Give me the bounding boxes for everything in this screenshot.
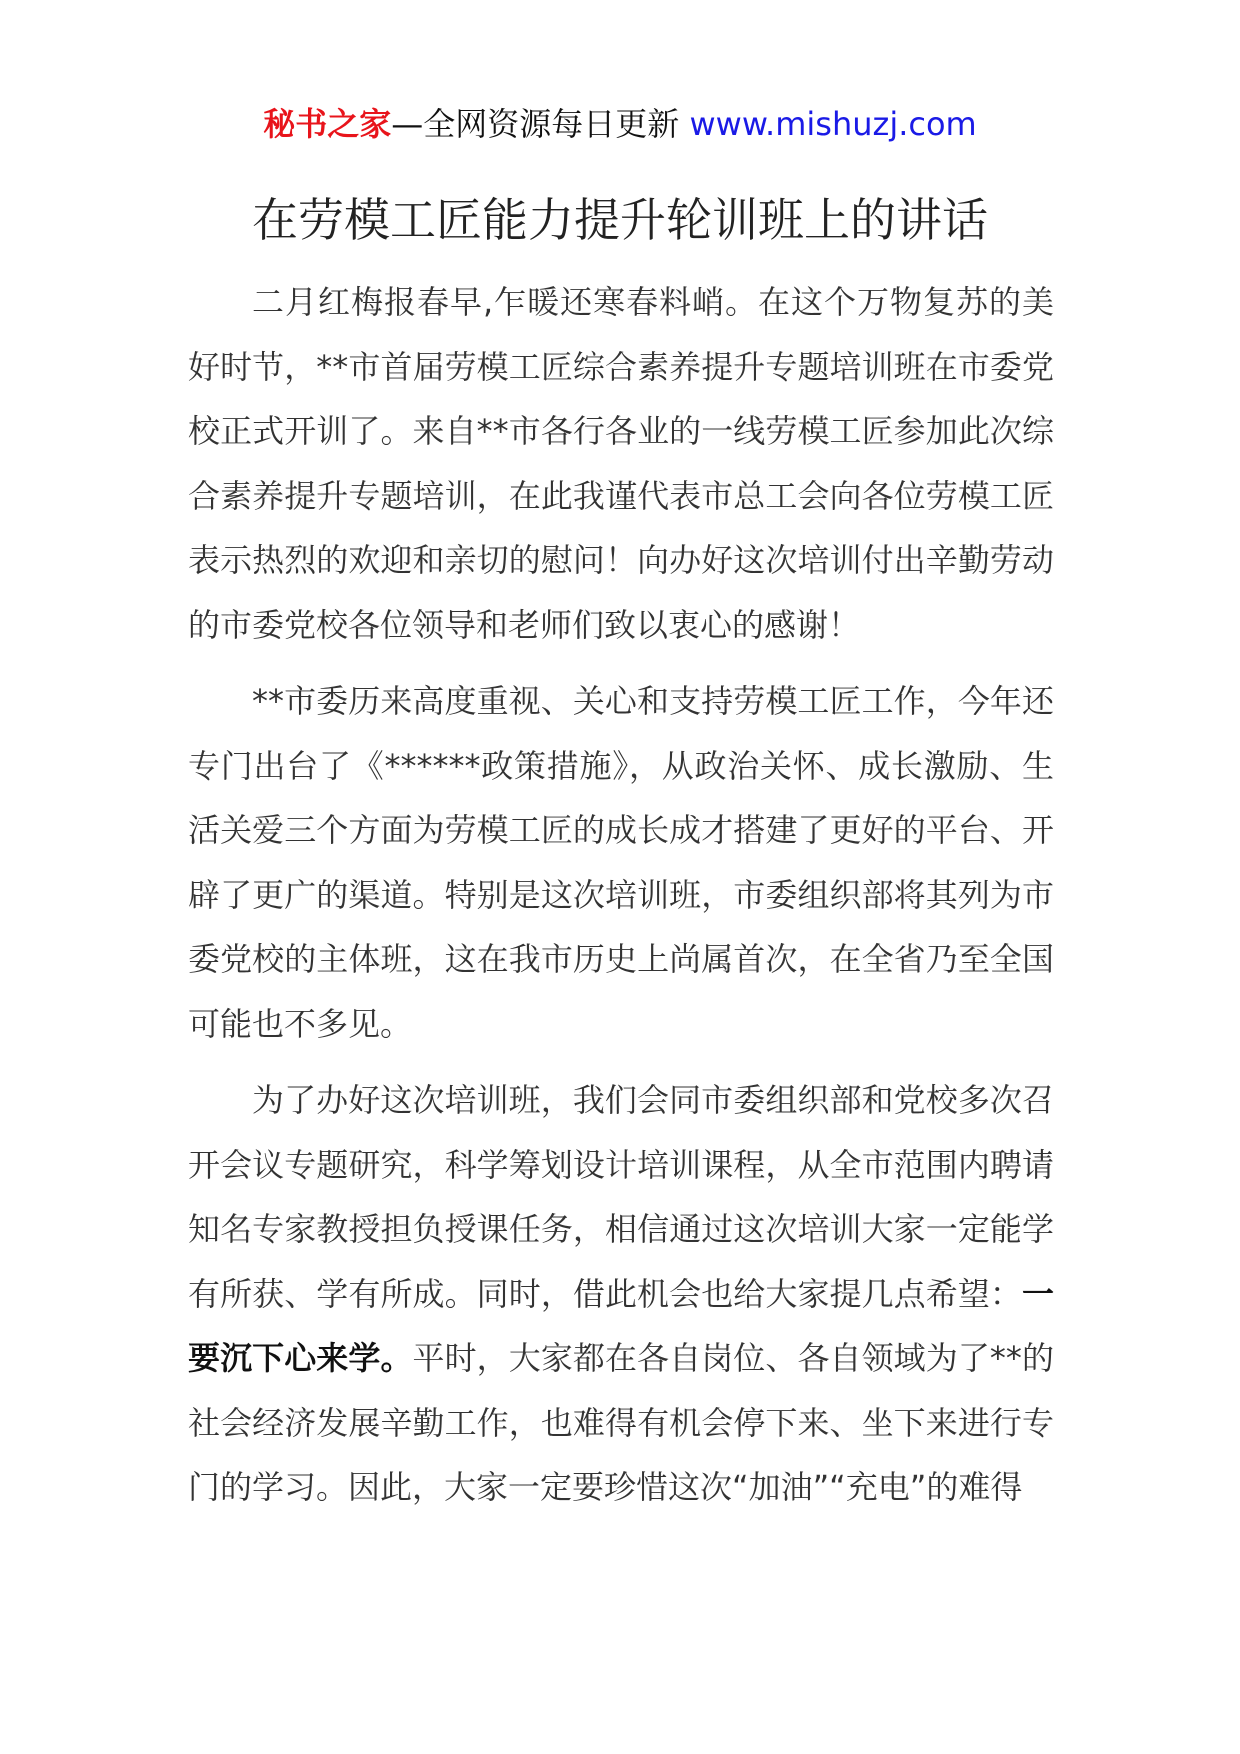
document-body [188,270,1054,1532]
paragraph-3 [188,1068,1054,1520]
paragraph-3-text-before: 为了办好这次培训班，我们会同市委组织部和党校多次召开会议专题研究，科学筹划设计培训课程，从全市范围内聘请知名专家教授担负授课任务，相信通过这次培训大家一定能学有所获、学有所成。同时，借此机会也给大家提几点希望： [188,1081,1054,1313]
paragraph-3-text-after: 平时，大家都在各自岗位、各自领域为了**的社会经济发展辛勤工作，也难得有机会停下来、坐下来进行专门的学习。因此，大家一定要珍惜这次“加油”“充电”的难得 [188,1339,1054,1506]
site-name: 秘书之家 [263,105,392,143]
site-tagline: —全网资源每日更新 [391,105,680,143]
paragraph-1: 二月红梅报春早,乍暖还寒春料峭。在这个万物复苏的美好时节，**市首届劳模工匠综合素养提升专题培训班在市委党校正式开训了。来自**市各行各业的一线劳模工匠参加此次综合素养提升专题培训，在此我谨代表市总工会向各位劳模工匠表示热烈的欢迎和亲切的慰问！向办好这次培训付出辛勤劳动的市委党校各位领导和老师们致以衷心的感谢！ [188,283,1054,644]
document-title: 在劳模工匠能力提升轮训班上的讲话 [252,193,988,247]
paragraph-2: **市委历来高度重视、关心和支持劳模工匠工作，今年还专门出台了《******政策措施》，从政治关怀、成长激励、生活关爱三个方面为劳模工匠的成长成才搭建了更好的平台、开辟了更广的渠道。特别是这次培训班，市委组织部将其列为市委党校的主体班，这在我市历史上尚属首次，在全省乃至全国可能也不多见。 [188,682,1054,1043]
paragraph-3-bold-point: 一要沉下心来学。 [188,1274,1054,1377]
site-url-link[interactable]: www.mishuzj.com [689,105,977,143]
site-header [0,100,1240,148]
